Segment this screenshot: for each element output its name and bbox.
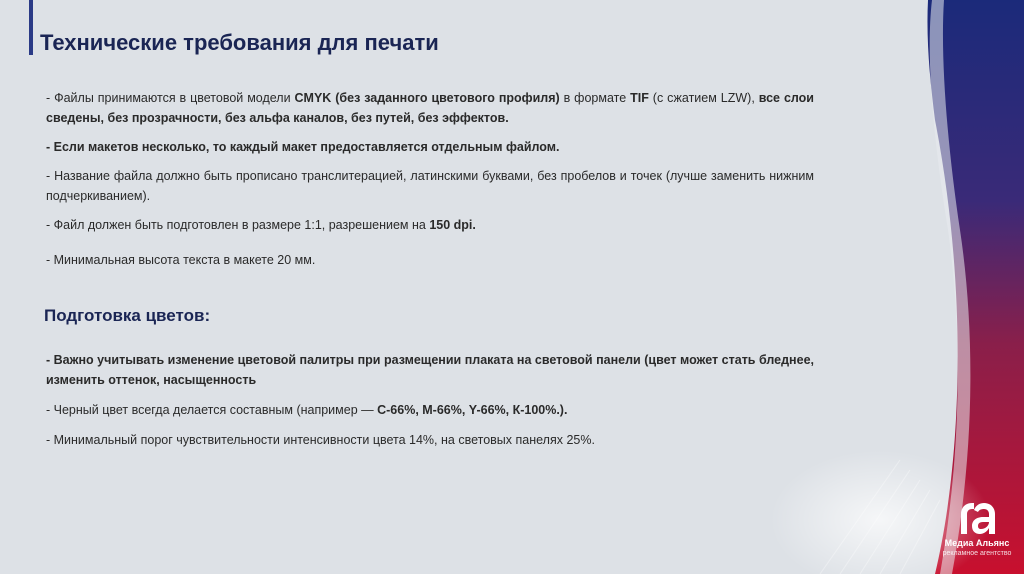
logo-mark-icon [957,500,997,536]
logo-name: Медиа Альянс [944,538,1010,548]
requirement-cmyk: - Файлы принимаются в цветовой модели CMYK (без заданного цветового профиля) в формате TIF (с сжатием LZW), все слои сведены, без прозрачности, без альфа каналов, без путей, без эффектов. [46,91,814,125]
color-sensitivity-threshold: - Минимальный порог чувствительности интенсивности цвета 14%, на световых панелях 25%. [46,433,595,447]
requirement-resolution: - Файл должен быть подготовлен в размере 1:1, разрешением на 150 dpi. [46,218,476,232]
requirement-separate-files: - Если макетов несколько, то каждый макет предоставляется отдельным файлом. [46,140,560,154]
color-black-composite: - Черный цвет всегда делается составным (например — С-66%, М-66%, Y-66%, К-100%.). [46,403,568,417]
logo-subtitle: рекламное агентство [942,550,1012,557]
slide-title: Технические требования для печати [40,30,439,55]
company-logo [942,500,1012,568]
requirement-text-height: - Минимальная высота текста в макете 20 мм. [46,253,316,267]
requirement-file-naming: - Название файла должно быть прописано транслитерацией, латинскими буквами, без пробелов и точек (лучше заменить нижним подчеркиванием). [46,169,814,203]
title-accent-bar [29,0,33,55]
color-palette-note: - Важно учитывать изменение цветовой палитры при размещении плаката на световой панели (цвет может стать бледнее, изменить оттенок, насыщенность [46,353,814,387]
section-title-colors: Подготовка цветов: [44,306,211,325]
